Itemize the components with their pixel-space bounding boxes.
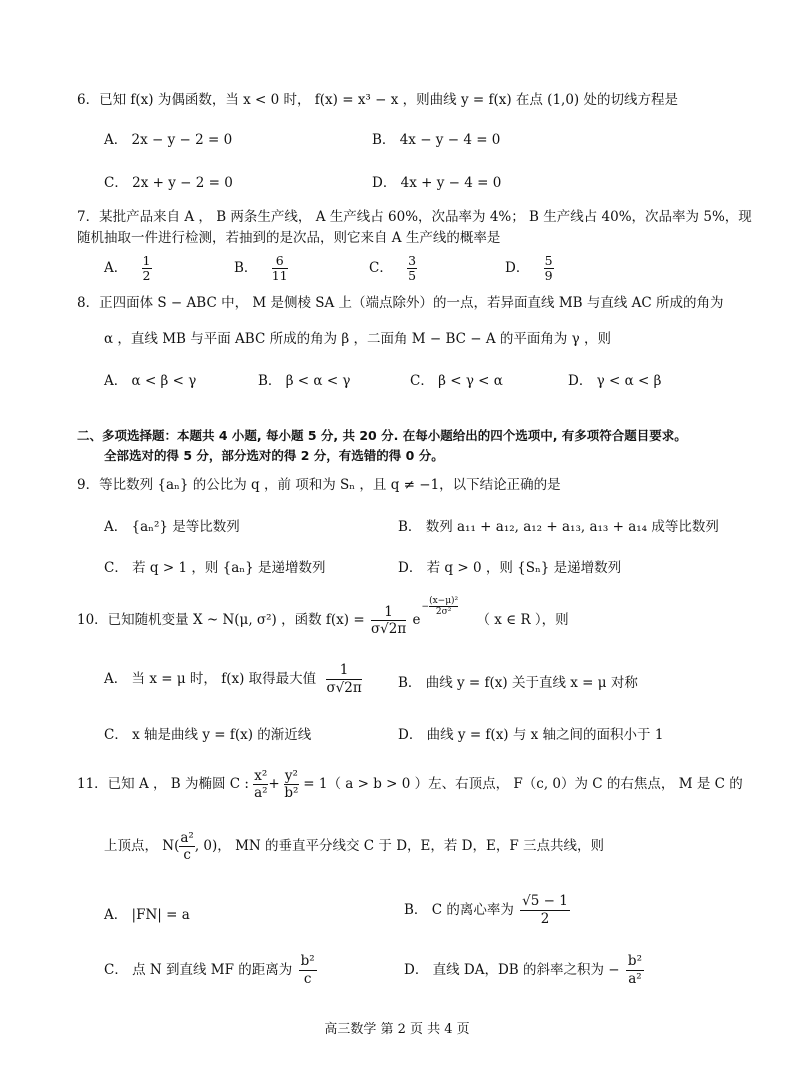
q11-option-c — [104, 953, 317, 988]
q11-option-d-num: b² — [627, 953, 642, 969]
q6-option-b: B． 4x − y − 4 = 0 — [372, 132, 501, 148]
q11-option-d-text: D． 直线 DA，DB 的斜率之积为 − — [404, 962, 620, 978]
q7-option-b-den: 11 — [271, 268, 288, 283]
q10-exp-den: 2σ² — [435, 607, 452, 617]
q11-y2: y² — [284, 768, 298, 784]
q6-option-a: A． 2x − y − 2 = 0 — [104, 132, 233, 148]
section2-heading-line1: 二、多项选择题：本题共 4 小题, 每小题 5 分, 共 20 分. 在每小题给出的四个选项中, 有多项符合题目要求。 — [77, 428, 687, 443]
q11-b2: b² — [284, 785, 299, 801]
q6-option-d: D． 4x + y − 4 = 0 — [372, 175, 502, 191]
q11-option-d-den: a² — [628, 971, 642, 987]
q11-option-a: A． |FN| = a — [104, 907, 190, 923]
q7-option-c-num: 3 — [408, 253, 417, 268]
q7-option-c — [369, 254, 417, 283]
q11-option-c-den: c — [303, 971, 312, 987]
q11-n-den: c — [183, 847, 191, 863]
q10-option-d: D． 曲线 y = f(x) 与 x 轴之间的面积小于 1 — [398, 727, 664, 743]
q8-option-a: A． α < β < γ — [104, 373, 197, 389]
q7-option-c-label: C． — [369, 260, 393, 276]
q8-stem-line2: α ，直线 MB 与平面 ABC 所成的角为 β ，二面角 M − BC − A 的平面角为 γ ，则 — [104, 331, 612, 347]
q10-exp-num: (x−μ)² — [429, 596, 459, 606]
q11-a2: a² — [254, 785, 268, 801]
q9-option-b: B． 数列 a₁₁ + a₁₂, a₁₂ + a₁₃, a₁₃ + a₁₄ 成等比数列 — [398, 519, 719, 535]
q7-option-a-label: A． — [104, 260, 128, 276]
q7-option-a — [104, 254, 152, 283]
q11-option-b — [404, 893, 570, 928]
page-footer: 高三数学 第 2 页 共 4 页 — [324, 1022, 470, 1037]
q11-x2: x² — [254, 768, 268, 784]
q7-option-b — [234, 254, 288, 283]
q10-exp-base: e — [412, 612, 421, 628]
q8-stem-line1: 8．正四面体 S − ABC 中， M 是侧棱 SA 上（端点除外）的一点，若异面直线 MB 与直线 AC 所成的角为 — [77, 295, 724, 311]
q7-stem-line1: 7．某批产品来自 A ， B 两条生产线， A 生产线占 60%，次品率为 4%； B 生产线占 40%，次品率为 5%，现 — [77, 209, 752, 225]
q10-option-a — [104, 662, 362, 697]
q7-option-a-den: 2 — [142, 268, 151, 283]
q8-option-b: B． β < α < γ — [258, 373, 351, 389]
q6-stem: 6．已知 f(x) 为偶函数，当 x < 0 时， f(x) = x³ − x ，则曲线 y = f(x) 在点 (1,0) 处的切线方程是 — [77, 92, 678, 108]
q11-line2 — [104, 830, 604, 863]
q7-option-b-label: B． — [234, 260, 258, 276]
q10-option-a-text: A． 当 x = μ 时， f(x) 取得最大值 — [104, 671, 317, 687]
q9-stem: 9．等比数列 {aₙ} 的公比为 q ，前 项和为 Sₙ ，且 q ≠ −1，以下结论正确的是 — [77, 477, 561, 493]
q11-option-d — [404, 953, 644, 988]
section2-heading-line2: 全部选对的得 5 分，部分选对的得 2 分，有选错的得 0 分。 — [104, 448, 444, 463]
q9-option-c: C． 若 q > 1 ，则 {aₙ} 是递增数列 — [104, 560, 326, 576]
q11-n-num: a² — [180, 830, 194, 846]
q11-stem-b: = 1（ a > b > 0 ）左、右顶点， F（c, 0）为 C 的右焦点， M 是 C 的 — [303, 776, 743, 792]
q10-frac-den: σ√2π — [370, 621, 407, 637]
q7-option-c-den: 5 — [408, 268, 417, 283]
q8-option-c: C． β < γ < α — [410, 373, 503, 389]
q11-stem — [77, 768, 743, 801]
q11-line2-b: , 0)， MN 的垂直平分线交 C 于 D，E，若 D，E，F 三点共线，则 — [194, 838, 605, 854]
q10-frac-num: 1 — [371, 604, 406, 621]
q11-plus: + — [268, 776, 280, 792]
q10-option-c: C． x 轴是曲线 y = f(x) 的渐近线 — [104, 727, 312, 743]
q11-option-b-den: 2 — [540, 911, 550, 927]
q9-option-a: A． {aₙ²} 是等比数列 — [104, 519, 240, 535]
q7-option-a-num: 1 — [142, 253, 151, 268]
q10-stem-a: 10．已知随机变量 X ~ N(μ, σ²) ，函数 f(x) = — [77, 612, 365, 628]
q7-stem-line2: 随机抽取一件进行检测，若抽到的是次品，则它来自 A 生产线的概率是 — [77, 230, 501, 246]
q10-option-a-den: σ√2π — [326, 680, 362, 696]
q11-option-b-num: √5 − 1 — [522, 893, 568, 909]
q11-option-b-text: B． C 的离心率为 — [404, 902, 514, 918]
q7-option-d-label: D． — [505, 260, 530, 276]
q11-line2-a: 上顶点， N( — [104, 838, 180, 854]
q7-option-d — [505, 254, 554, 283]
q10-stem: 10．已知随机变量 X ~ N(μ, σ²) ，函数 f(x) = $\frac{1}{\sigma√2\pi}$ e− $\frac{\text{(x−μ)²}}{\text{2σ²}}$ （ x ∈ R ），则 — [77, 596, 569, 637]
q7-option-b-num: 6 — [272, 254, 288, 269]
q10-stem-b: （ x ∈ R ），则 — [476, 612, 569, 628]
q11-option-c-text: C． 点 N 到直线 MF 的距离为 — [104, 962, 293, 978]
q11-option-c-num: b² — [300, 953, 315, 969]
q7-option-d-num: 5 — [544, 253, 553, 268]
q7-option-d-den: 9 — [544, 268, 553, 283]
q6-option-c: C． 2x + y − 2 = 0 — [104, 175, 233, 191]
q10-option-a-num: 1 — [326, 662, 361, 680]
q9-option-d: D． 若 q > 0 ，则 {Sₙ} 是递增数列 — [398, 560, 622, 576]
q8-option-d: D． γ < α < β — [568, 373, 662, 389]
q11-stem-a: 11．已知 A ， B 为椭圆 C : — [77, 776, 249, 792]
q10-option-b: B． 曲线 y = f(x) 关于直线 x = μ 对称 — [398, 675, 638, 691]
